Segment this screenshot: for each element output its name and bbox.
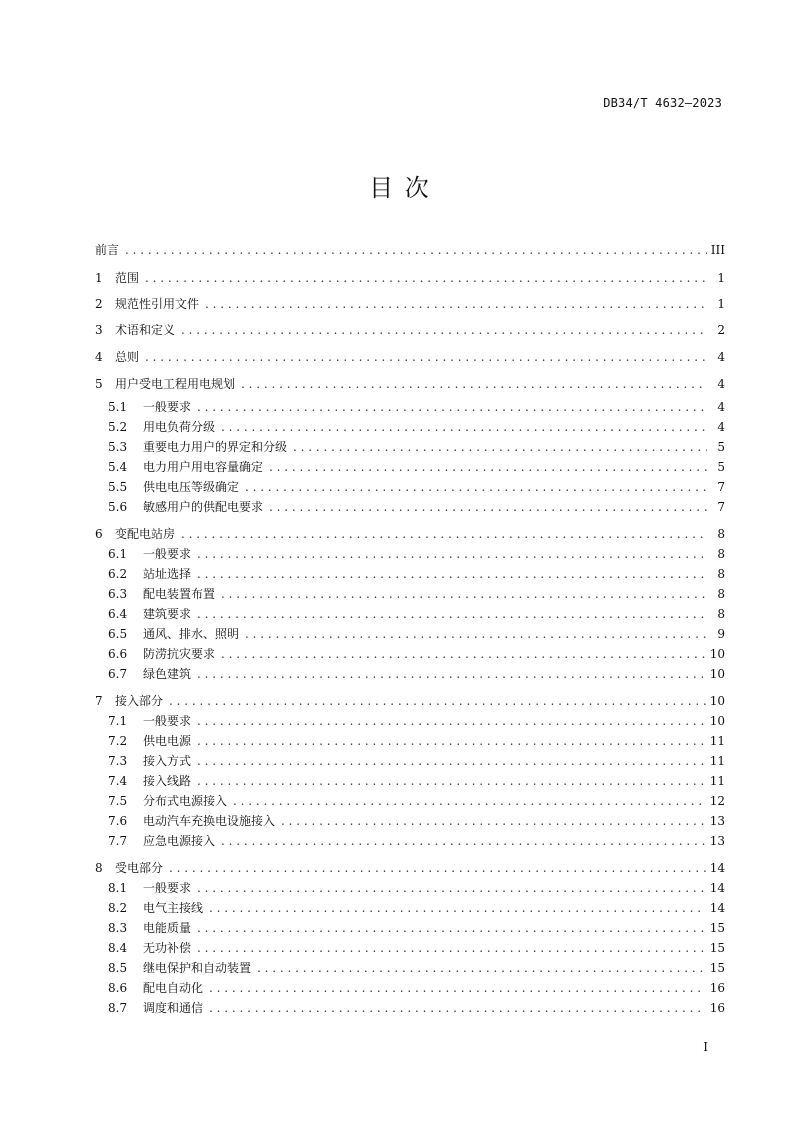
toc-leader-dots: [209, 898, 706, 918]
toc-entry-number: 6.6: [108, 647, 128, 661]
toc-entry-number: 6.7: [108, 667, 128, 681]
toc-entry-page: 10: [709, 667, 725, 681]
toc-entry-number: 8.4: [108, 941, 128, 955]
toc-entry-label: 电力用户用电容量确定: [143, 460, 264, 474]
toc-entry-page: 9: [717, 627, 725, 641]
toc-entry[interactable]: [108, 584, 725, 604]
toc-leader-dots: [293, 437, 707, 457]
toc-entry[interactable]: [108, 978, 725, 998]
toc-entry[interactable]: [108, 544, 725, 564]
toc-entry-number: 6.3: [108, 587, 128, 601]
toc-entry-number: 6.4: [108, 607, 128, 621]
toc-entry-page: 8: [717, 527, 725, 541]
toc-entry-label: 继电保护和自动装置: [143, 961, 252, 975]
toc-leader-dots: [197, 731, 706, 751]
toc-entry-number: 7.2: [108, 734, 128, 748]
toc-entry-label: 一般要求: [143, 714, 192, 728]
toc-leader-dots: [221, 644, 706, 664]
toc-leader-dots: [209, 978, 706, 998]
toc-entry-label: 规范性引用文件: [115, 297, 200, 311]
toc-entry-page: III: [710, 243, 725, 257]
toc-entry-page: 15: [709, 941, 725, 955]
toc-entry[interactable]: [95, 524, 725, 544]
toc-entry-page: 10: [709, 647, 725, 661]
toc-leader-dots: [197, 771, 706, 791]
toc-entry-page: 4: [717, 400, 725, 414]
toc-entry[interactable]: [95, 320, 725, 340]
toc-leader-dots: [181, 524, 707, 544]
toc-entry[interactable]: [108, 417, 725, 437]
toc-entry-number: 5.1: [108, 400, 128, 414]
toc-entry-number: 7.3: [108, 754, 128, 768]
toc-entry-label: 分布式电源接入: [143, 794, 228, 808]
toc-entry-label: 接入部分: [115, 694, 164, 708]
toc-entry-label: 无功补偿: [143, 941, 192, 955]
toc-leader-dots: [125, 240, 707, 260]
toc-entry-number: 8.2: [108, 901, 128, 915]
toc-entry-label: 重要电力用户的界定和分级: [143, 440, 288, 454]
toc-entry-page: 15: [709, 921, 725, 935]
toc-entry-page: 10: [709, 714, 725, 728]
toc-entry-label: 调度和通信: [143, 1001, 204, 1015]
toc-leader-dots: [233, 791, 706, 811]
toc-entry-number: 7.5: [108, 794, 128, 808]
toc-entry-number: 7.1: [108, 714, 128, 728]
toc-entry-page: 1: [717, 271, 725, 285]
toc-entry[interactable]: [108, 437, 725, 457]
toc-entry-label: 供电电压等级确定: [143, 480, 240, 494]
toc-entry-number: 4: [95, 350, 103, 364]
toc-leader-dots: [197, 397, 707, 417]
toc-entry-page: 1: [717, 297, 725, 311]
toc-entry-page: 11: [709, 734, 725, 748]
toc-leader-dots: [197, 664, 706, 684]
toc-entry-page: 14: [709, 901, 725, 915]
toc-entry-label: 用户受电工程用电规划: [115, 377, 236, 391]
toc-entry[interactable]: [95, 858, 725, 878]
toc-entry-number: 5.6: [108, 500, 128, 514]
toc-entry[interactable]: [108, 564, 725, 584]
toc-entry-page: 5: [717, 440, 725, 454]
toc-entry-number: 7.6: [108, 814, 128, 828]
toc-entry[interactable]: [95, 374, 725, 394]
toc-leader-dots: [197, 564, 707, 584]
toc-leader-dots: [269, 457, 707, 477]
toc-entry-label: 接入方式: [143, 754, 192, 768]
toc-entry-number: 6.1: [108, 547, 128, 561]
toc-entry[interactable]: [108, 771, 725, 791]
toc-leader-dots: [169, 858, 706, 878]
toc-entry-label: 应急电源接入: [143, 834, 216, 848]
toc-entry-label: 一般要求: [143, 547, 192, 561]
toc-entry-number: 5.5: [108, 480, 128, 494]
toc-entry[interactable]: [108, 831, 725, 851]
toc-entry[interactable]: [108, 731, 725, 751]
toc-entry[interactable]: [108, 664, 725, 684]
page-title: 目 次: [369, 174, 431, 202]
toc-entry-label: 受电部分: [115, 861, 164, 875]
toc-leader-dots: [221, 831, 706, 851]
toc-entry-number: 8.3: [108, 921, 128, 935]
toc-entry-page: 16: [709, 981, 725, 995]
toc-entry[interactable]: [108, 397, 725, 417]
toc-entry-number: 5.4: [108, 460, 128, 474]
toc-entry-label: 一般要求: [143, 400, 192, 414]
toc-entry[interactable]: [108, 998, 725, 1018]
toc-entry-page: 15: [709, 961, 725, 975]
toc-leader-dots: [257, 958, 706, 978]
toc-entry-label: 范围: [115, 271, 140, 285]
toc-leader-dots: [209, 998, 706, 1018]
toc-entry-number: 5.3: [108, 440, 128, 454]
toc-entry-label: 建筑要求: [143, 607, 192, 621]
toc-leader-dots: [281, 811, 706, 831]
toc-entry-label: 站址选择: [143, 567, 192, 581]
toc-leader-dots: [145, 347, 707, 367]
toc-leader-dots: [197, 938, 706, 958]
toc-entry-number: 7.4: [108, 774, 128, 788]
toc-entry-label: 电气主接线: [143, 901, 204, 915]
page-number: I: [703, 1040, 708, 1054]
toc-entry-label: 配电自动化: [143, 981, 204, 995]
toc-entry-number: 8.7: [108, 1001, 128, 1015]
toc-entry-label: 电能质量: [143, 921, 192, 935]
toc-leader-dots: [145, 268, 707, 288]
toc-entry-number: 1: [95, 271, 103, 285]
toc-entry[interactable]: [95, 268, 725, 288]
toc-entry[interactable]: [108, 938, 725, 958]
toc-entry-label: 变配电站房: [115, 527, 176, 541]
toc-leader-dots: [197, 751, 706, 771]
toc-entry[interactable]: [108, 878, 725, 898]
toc-entry-label: 前言: [95, 243, 120, 257]
toc-entry-label: 一般要求: [143, 881, 192, 895]
toc-entry[interactable]: [108, 791, 725, 811]
toc-entry-page: 4: [717, 350, 725, 364]
toc-entry-page: 10: [709, 694, 725, 708]
toc-entry[interactable]: [108, 898, 725, 918]
toc-entry[interactable]: [108, 497, 725, 517]
toc-entry[interactable]: [108, 457, 725, 477]
toc-leader-dots: [205, 294, 707, 314]
toc-entry-page: 12: [709, 794, 725, 808]
toc-entry-page: 7: [717, 480, 725, 494]
toc-entry[interactable]: [108, 604, 725, 624]
toc-leader-dots: [245, 477, 707, 497]
toc-entry[interactable]: [95, 347, 725, 367]
toc-entry-label: 电动汽车充换电设施接入: [143, 814, 276, 828]
toc-entry-number: 5.2: [108, 420, 128, 434]
toc-entry-label: 接入线路: [143, 774, 192, 788]
toc-leader-dots: [221, 417, 707, 437]
toc-entry-label: 总则: [115, 350, 140, 364]
toc-entry[interactable]: [108, 918, 725, 938]
toc-entry-page: 4: [717, 377, 725, 391]
toc-entry-number: 7: [95, 694, 103, 708]
toc-entry[interactable]: [108, 958, 725, 978]
toc-entry-number: 3: [95, 323, 103, 337]
toc-entry-label: 绿色建筑: [143, 667, 192, 681]
toc-entry-number: 6: [95, 527, 103, 541]
toc-entry-number: 5: [95, 377, 103, 391]
toc-leader-dots: [197, 544, 707, 564]
toc-entry-page: 8: [717, 567, 725, 581]
toc-entry-number: 8: [95, 861, 103, 875]
toc-leader-dots: [197, 878, 706, 898]
toc-entry[interactable]: [108, 711, 725, 731]
toc-entry[interactable]: [95, 691, 725, 711]
toc-entry[interactable]: [95, 240, 725, 260]
toc-entry-page: 16: [709, 1001, 725, 1015]
toc-entry-page: 13: [709, 814, 725, 828]
toc-leader-dots: [169, 691, 706, 711]
toc-entry[interactable]: [108, 624, 725, 644]
toc-entry-page: 14: [709, 861, 725, 875]
toc-entry-label: 用电负荷分级: [143, 420, 216, 434]
toc-entry-page: 2: [717, 323, 725, 337]
toc-entry-page: 5: [717, 460, 725, 474]
toc-entry-page: 7: [717, 500, 725, 514]
toc-leader-dots: [197, 918, 706, 938]
toc-leader-dots: [181, 320, 707, 340]
toc-entry-number: 8.5: [108, 961, 128, 975]
toc-entry-number: 2: [95, 297, 103, 311]
toc-leader-dots: [241, 374, 707, 394]
toc-entry-page: 11: [709, 774, 725, 788]
toc-entry[interactable]: [95, 294, 725, 314]
toc-entry-number: 8.6: [108, 981, 128, 995]
toc-leader-dots: [197, 604, 707, 624]
toc-entry-page: 14: [709, 881, 725, 895]
toc-entry-number: 6.5: [108, 627, 128, 641]
toc-entry-label: 敏感用户的供配电要求: [143, 500, 264, 514]
toc-entry-page: 8: [717, 547, 725, 561]
toc-entry-label: 供电电源: [143, 734, 192, 748]
toc-entry-number: 6.2: [108, 567, 128, 581]
toc-leader-dots: [245, 624, 707, 644]
toc-entry-page: 8: [717, 607, 725, 621]
toc-entry-page: 11: [709, 754, 725, 768]
toc-entry-page: 13: [709, 834, 725, 848]
toc-entry[interactable]: [108, 811, 725, 831]
toc-entry-page: 8: [717, 587, 725, 601]
toc-entry[interactable]: [108, 477, 725, 497]
standard-code: DB34/T 4632—2023: [603, 96, 722, 110]
toc-entry-number: 7.7: [108, 834, 128, 848]
toc-entry-label: 防涝抗灾要求: [143, 647, 216, 661]
toc-entry-label: 通风、排水、照明: [143, 627, 240, 641]
toc-entry-label: 配电装置布置: [143, 587, 216, 601]
toc-entry-number: 8.1: [108, 881, 128, 895]
toc-leader-dots: [197, 711, 706, 731]
toc-leader-dots: [269, 497, 707, 517]
toc-entry[interactable]: [108, 644, 725, 664]
toc-entry-label: 术语和定义: [115, 323, 176, 337]
toc-leader-dots: [221, 584, 707, 604]
toc-entry-page: 4: [717, 420, 725, 434]
toc-entry[interactable]: [108, 751, 725, 771]
